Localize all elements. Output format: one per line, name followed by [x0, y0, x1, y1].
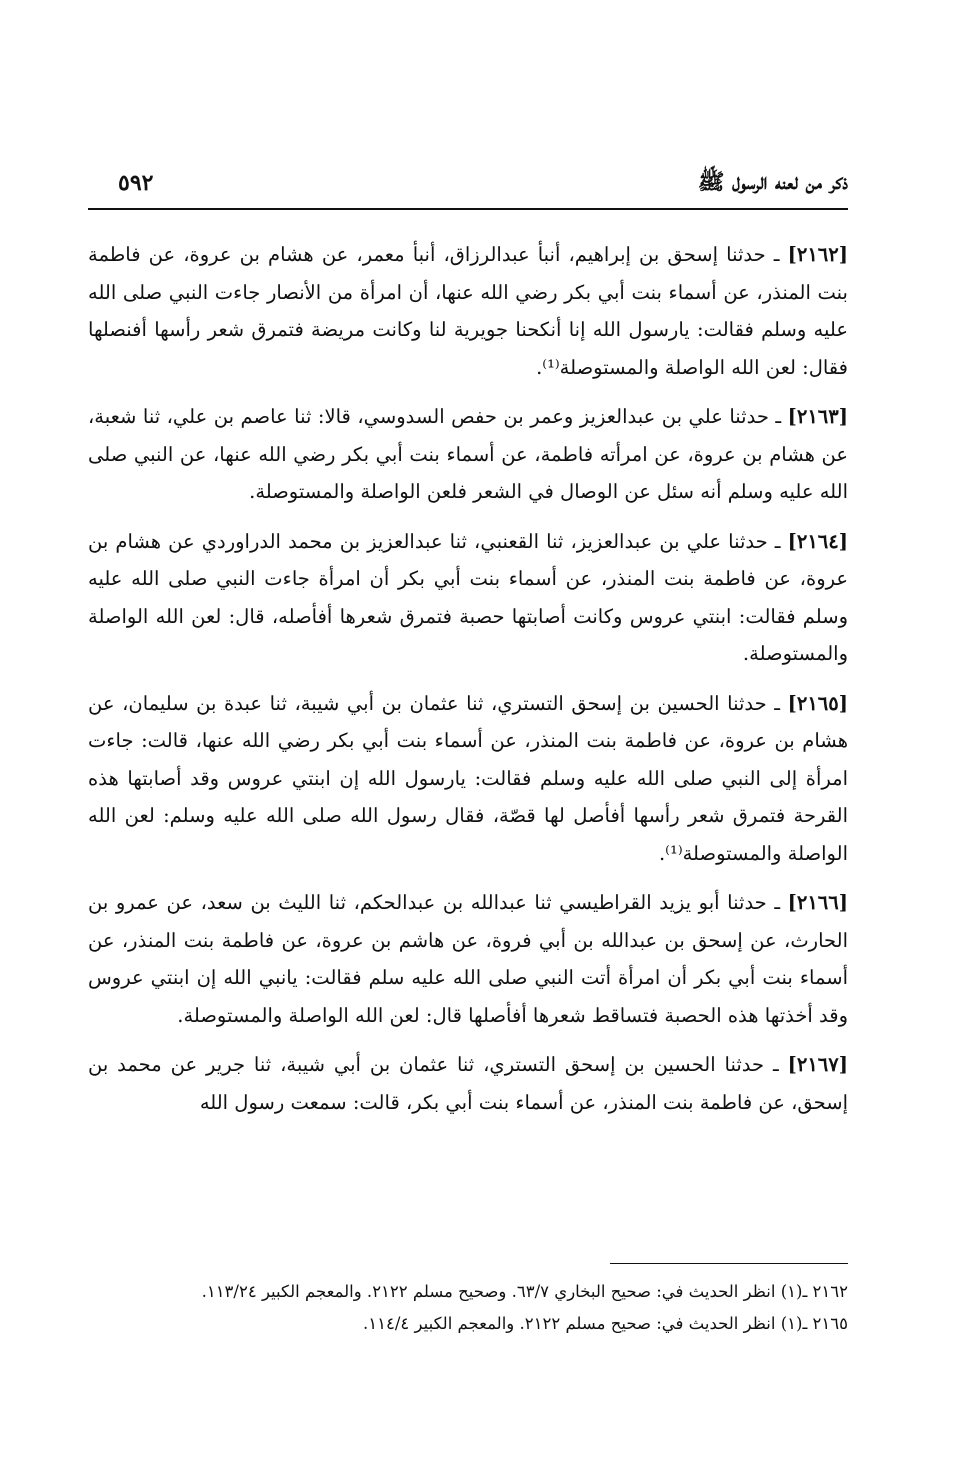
running-title: ذكر من لعنه الرسول ﷺ	[697, 169, 848, 195]
footnote-separator	[610, 1263, 848, 1264]
page-header	[88, 168, 848, 208]
footnotes	[88, 1276, 848, 1366]
hadith-number: [٢١٦٥]	[787, 691, 848, 715]
hadith-number: [٢١٦٢]	[787, 243, 848, 266]
hadith-number: [٢١٦٣]	[787, 405, 848, 428]
hadith-text: ـ حدثنا علي بن عبدالعزيز وعمر بن حفص السدوسي، قالا: ثنا عاصم بن علي، ثنا شعبة، عن هشام بن عروة، عن امرأته فاطمة، عن أسماء بنت أبي بكر رضي الله عنها، عن النبي صلى الله عليه وسلم أنه سئل عن الوصال في الشعر فلعن الواصلة والمستوصلة.	[88, 405, 848, 503]
hadith-number: [٢١٦٧]	[787, 1053, 848, 1076]
hadith-text: ـ حدثنا الحسين بن إسحق التستري، ثنا عثمان بن أبي شيبة، ثنا عبدة بن سليمان، عن هشام بن عروة، عن فاطمة بنت المنذر، عن أسماء بنت أبي بكر رضي الله عنها، قالت: جاءت امرأة إلى النبي صلى الله عليه وسلم فقالت: يارسول الله إن ابنتي عروس وقد أصابتها هذه القرحة فتمرق شعر رأسها أفأصل لها قصّة، فقال رسول الله صلى الله عليه وسلم: لعن الله الواصلة والمستوصلة⁽¹⁾.	[88, 691, 848, 865]
hadith-2162	[88, 236, 848, 386]
hadith-2165	[88, 685, 848, 873]
hadith-text: ـ حدثنا الحسين بن إسحق التستري، ثنا عثمان بن أبي شيبة، ثنا جرير عن محمد بن إسحق، عن فاطمة بنت المنذر، عن أسماء بنت أبي بكر، قالت: سمعت رسول الله	[88, 1053, 848, 1114]
hadith-text: ـ حدثنا أبو يزيد القراطيسي ثنا عبدالله بن عبدالحكم، ثنا الليث بن سعد، عن عمرو بن الحارث، عن إسحق بن عبدالله بن أبي فروة، عن هاشم بن عروة، عن فاطمة بنت المنذر، عن أسماء بنت أبي بكر أن امرأة أتت النبي صلى الله عليه سلم فقالت: يانبي الله إن ابنتي عروس وقد أخذتها هذه الحصبة فتساقط شعرها أفأصلها قال: لعن الله الواصلة والمستوصلة.	[88, 891, 848, 1027]
hadith-2166	[88, 884, 848, 1034]
hadith-number: [٢١٦٤]	[787, 529, 848, 553]
hadith-text: ـ حدثنا إسحق بن إبراهيم، أنبأ عبدالرزاق، أنبأ معمر، عن هشام بن عروة، عن فاطمة بنت المنذر، عن أسماء بنت أبي بكر رضي الله عنها، أن امرأة من الأنصار جاءت النبي صلى الله عليه وسلم فقالت: يارسول الله إنا أنكحنا جويرية لنا وكانت مريضة فتمرق شعر رأسها أفنصلها فقال: لعن الله الواصلة والمستوصلة⁽¹⁾.	[88, 243, 848, 379]
main-text	[88, 236, 848, 1206]
hadith-2163	[88, 398, 848, 511]
header-rule	[88, 208, 848, 210]
hadith-text: ـ حدثنا علي بن عبدالعزيز، ثنا القعنبي، ثنا عبدالعزيز بن محمد الدراوردي عن هشام بن عروة، عن فاطمة بنت المنذر، عن أسماء بنت أبي بكر أن امرأة جاءت النبي صلى الله عليه وسلم فقالت: ابنتي عروس وكانت أصابتها حصبة فتمرق شعرها أفأصله، قال: لعن الله الواصلة والمستوصلة.	[88, 529, 848, 665]
footnote-2162: ٢١٦٢ ـ(١) انظر الحديث في: صحيح البخاري ٦٣/٧. وصحيح مسلم ٢١٢٢. والمعجم الكبير ١١٣/٢٤.	[201, 1282, 848, 1301]
hadith-number: [٢١٦٦]	[787, 891, 848, 914]
page-number: ٥٩٢	[118, 170, 154, 196]
footnote-2165: ٢١٦٥ ـ(١) انظر الحديث في: صحيح مسلم ٢١٢٢. والمعجم الكبير ١١٤/٤.	[363, 1314, 848, 1333]
hadith-2164	[88, 523, 848, 673]
hadith-2167	[88, 1046, 848, 1121]
